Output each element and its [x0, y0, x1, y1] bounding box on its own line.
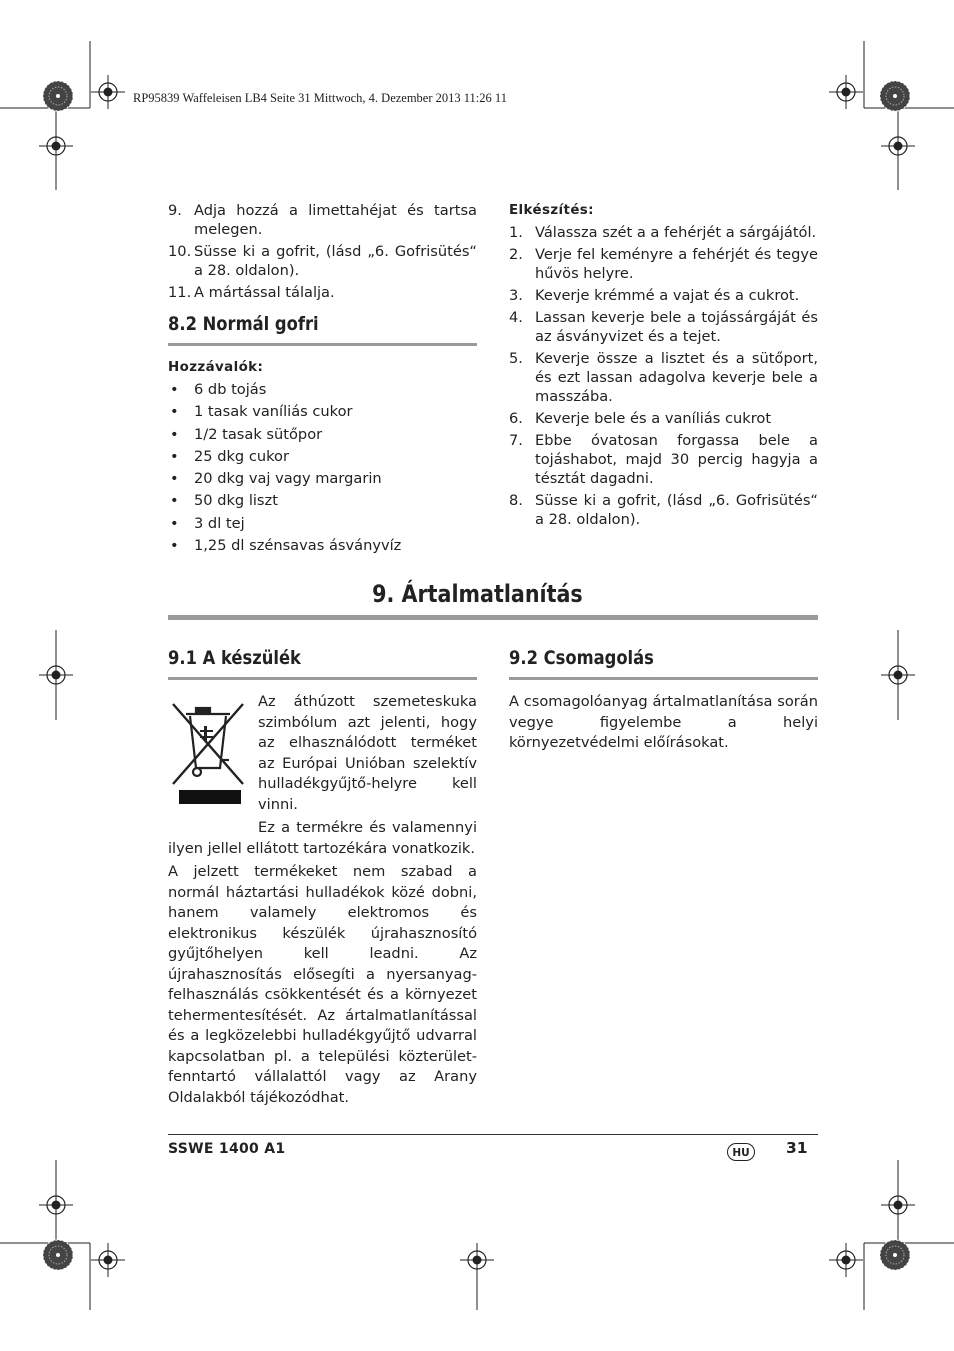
item-number: 2. [509, 246, 523, 263]
item-text: A mártással tálalja. [194, 284, 335, 301]
paragraph: A csomagolóanyag ártalmatlanítása során vegye figyelembe a helyi környezetvédelmi előírásokat. [509, 693, 818, 751]
list-item: • 1/2 tasak sütőpor [168, 425, 477, 444]
list-item [509, 409, 818, 428]
list-item [509, 223, 818, 242]
item-number: 11. [168, 284, 192, 301]
section-rule [168, 343, 477, 346]
item-text: Verje fel keményre a fehérjét és tegye hűvös helyre. [535, 246, 818, 282]
left-column-top [168, 201, 477, 305]
paragraph [168, 818, 477, 859]
language-badge: HU [727, 1143, 755, 1161]
section-rule [509, 677, 818, 680]
list-item: • 50 dkg liszt [168, 491, 477, 510]
list-item [509, 491, 818, 529]
item-number: 5. [509, 350, 523, 367]
list-item: • 6 db tojás [168, 380, 477, 399]
paragraph: A jelzett termékeket nem szabad a normál háztartási hulladékok közé dobni, hanem valamely elektromos és elektronikus készülék újrahasznosító gyűjtőhelyen kell leadni. Az újrahasznosítás elősegíti a nyersanyag-felhasználás csökkentését és a környezet tehermentesítését. Az ártalmatlanítással és a legközelebbi hulladékgyűjtő udvarral kapcsolatban pl. a települési közterület-fenntartó vállalattól vagy az Arany Oldalakból tájékozódhat. [168, 863, 477, 1106]
list-item [509, 286, 818, 305]
item-text: Válassza szét a a fehérjét a sárgájától. [535, 224, 817, 241]
paragraph-text: Az áthúzott szemeteskuka szimbólum azt jelenti, hogy az elhasználódott terméket az Európai Unióban szelektív hulladékgyűjtő-helyre kell vinni. [258, 693, 477, 813]
footer-model: SSWE 1400 A1 [168, 1141, 286, 1157]
section-9-2-body [509, 692, 818, 757]
right-column-top [509, 201, 818, 532]
list-item: • 3 dl tej [168, 514, 477, 533]
section-9-rule [168, 615, 818, 620]
list-item [168, 201, 477, 239]
section-9-1-title: 9.1 A készülék [168, 647, 301, 669]
item-number: 7. [509, 432, 523, 449]
list-item: • 20 dkg vaj vagy margarin [168, 469, 477, 488]
item-text: Adja hozzá a limettahéjat és tartsa melegen. [194, 202, 477, 238]
item-number: 10. [168, 243, 192, 260]
item-number: 8. [509, 492, 523, 509]
list-item: • 25 dkg cukor [168, 447, 477, 466]
item-number: 4. [509, 309, 523, 326]
ingredients-block [168, 358, 477, 558]
list-item [509, 349, 818, 406]
item-text: Süsse ki a gofrit, (lásd „6. Gofrisütés“ a 28. oldalon). [535, 492, 818, 528]
item-number: 6. [509, 410, 523, 427]
preparation-label: Elkészítés: [509, 203, 594, 218]
item-number: 9. [168, 202, 182, 219]
item-text: Keverje össze a lisztet és a sütőport, és ezt lassan adagolva keverje bele a masszába. [535, 350, 818, 405]
section-9-title-text: 9. Ártalmatlanítás [371, 580, 583, 608]
section-9-1-body [168, 692, 477, 1111]
paragraph [258, 692, 477, 815]
ingredients-label: Hozzávalók: [168, 360, 264, 375]
list-item [509, 431, 818, 488]
item-text: Keverje krémmé a vajat és a cukrot. [535, 287, 800, 304]
item-text: Keverje bele és a vaníliás cukrot [535, 410, 772, 427]
item-text: Ebbe óvatosan forgassa bele a tojáshabot, majd 30 percig hagyja a tésztát dagadni. [535, 432, 818, 487]
section-8-2-title: 8.2 Normál gofri [168, 313, 319, 335]
list-item [168, 242, 477, 280]
page-number: 31 [786, 1139, 808, 1157]
item-number: 1. [509, 224, 523, 241]
list-item [509, 308, 818, 346]
list-item [168, 283, 477, 302]
list-item: • 1,25 dl szénsavas ásványvíz [168, 536, 477, 555]
print-header: RP95839 Waffeleisen LB4 Seite 31 Mittwoch, 4. Dezember 2013 11:26 11 [133, 91, 507, 105]
paragraph-text: Ez a termékre és valamennyi ilyen jellel ellátott tartozékára vonatkozik. [168, 819, 477, 857]
item-number: 3. [509, 287, 523, 304]
list-item: • 1 tasak vaníliás cukor [168, 402, 477, 421]
item-text: Lassan keverje bele a tojássárgáját és az ásványvizet és a tejet. [535, 309, 818, 345]
section-9-2-title: 9.2 Csomagolás [509, 647, 654, 669]
section-rule [168, 677, 477, 680]
item-text: Süsse ki a gofrit, (lásd „6. Gofrisütés“ a 28. oldalon). [194, 243, 477, 279]
list-item [509, 245, 818, 283]
footer-rule [168, 1134, 818, 1135]
section-9-title [0, 580, 954, 608]
